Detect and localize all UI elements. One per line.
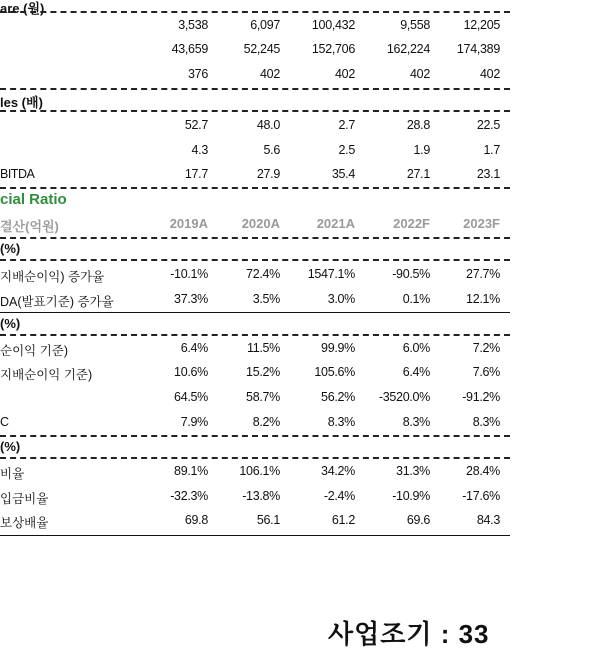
cell-2019: 52.7 (184, 118, 208, 132)
cell-2020: 48.0 (256, 118, 280, 132)
cell-2023: 12.1% (466, 292, 500, 306)
cell-2021: 8.3% (327, 415, 355, 429)
dashed-divider (0, 11, 510, 13)
cell-2021: 56.2% (321, 390, 355, 404)
dashed-divider (0, 110, 510, 112)
cell-2019: 17.7 (184, 167, 208, 181)
cell-2020: 3.5% (252, 292, 280, 306)
cell-2019: 4.3 (191, 143, 208, 157)
section-label: are (원) (0, 1, 45, 16)
dashed-divider (0, 259, 510, 261)
cell-2019: 37.3% (174, 292, 208, 306)
cell-2019: 43,659 (171, 42, 208, 56)
cell-2022: 6.0% (402, 341, 430, 355)
table-row (0, 509, 510, 533)
cell-2022: -3520.0% (378, 390, 430, 404)
year-header: 2021A (316, 216, 355, 231)
cell-2020: 15.2% (246, 365, 280, 379)
row-label: C (0, 415, 10, 429)
cell-2019: 376 (188, 67, 208, 81)
section-label: (%) (0, 439, 21, 454)
cell-2021: 99.9% (321, 341, 355, 355)
cell-2019: 7.9% (180, 415, 208, 429)
row-label: 보상배율 (0, 516, 49, 530)
cell-2020: 106.1% (239, 464, 280, 478)
section-label: les (배) (0, 95, 43, 110)
cell-2023: 7.6% (472, 365, 500, 379)
cell-2021: 152,706 (311, 42, 355, 56)
header-label: 결산(억원) (0, 219, 59, 234)
cell-2022: 31.3% (396, 464, 430, 478)
section-title: cial Ratio (0, 191, 67, 208)
cell-2020: -13.8% (242, 489, 280, 503)
row-label: 지배순이익 기준) (0, 368, 93, 382)
cell-2021: 61.2 (331, 513, 355, 527)
row-label: DA(발표기준) 증가율 (0, 295, 114, 309)
table-header-row (0, 212, 510, 236)
cell-2019: 64.5% (174, 390, 208, 404)
cell-2023: 23.1 (476, 167, 500, 181)
cell-2022: 27.1 (406, 167, 430, 181)
cell-2021: 402 (335, 67, 355, 81)
cell-2020: 5.6 (263, 143, 280, 157)
cell-2022: 0.1% (402, 292, 430, 306)
cell-2020: 402 (260, 67, 280, 81)
cell-2023: 7.2% (472, 341, 500, 355)
table-row (0, 139, 510, 163)
year-header: 2019A (169, 216, 208, 231)
cell-2020: 56.1 (256, 513, 280, 527)
table-row (0, 460, 510, 484)
cell-2019: -32.3% (170, 489, 208, 503)
cell-2022: -90.5% (392, 267, 430, 281)
row-label: 순이익 기준) (0, 344, 69, 358)
cell-2019: 69.8 (184, 513, 208, 527)
table-row (0, 485, 510, 509)
row-label: BITDA (0, 167, 35, 181)
cell-2021: 34.2% (321, 464, 355, 478)
cell-2020: 72.4% (246, 267, 280, 281)
cell-2023: 28.4% (466, 464, 500, 478)
cell-2022: 8.3% (402, 415, 430, 429)
section-stability-header (0, 435, 510, 459)
cell-2023: 12,205 (463, 18, 500, 32)
cell-2019: 6.4% (180, 341, 208, 355)
footer-text: 사업조기 : 33 (328, 619, 490, 649)
cell-2021: 2.7 (338, 118, 355, 132)
table-row (0, 63, 510, 87)
table-row (0, 361, 510, 385)
year-header: 2020A (241, 216, 280, 231)
row-label: 지배순이익) 증가율 (0, 270, 105, 284)
row-label: 비율 (0, 467, 25, 481)
cell-2023: -17.6% (462, 489, 500, 503)
dashed-divider (0, 187, 510, 189)
table-row (0, 163, 510, 187)
dashed-divider (0, 457, 510, 459)
table-row (0, 411, 510, 435)
cell-2022: 9,558 (400, 18, 430, 32)
table-row (0, 386, 510, 410)
cell-2023: -91.2% (462, 390, 500, 404)
solid-divider (0, 535, 510, 536)
cell-2022: 402 (410, 67, 430, 81)
cell-2021: 100,432 (311, 18, 355, 32)
row-label: 입금비율 (0, 492, 49, 506)
cell-2019: 89.1% (174, 464, 208, 478)
cell-2023: 22.5 (476, 118, 500, 132)
table-row (0, 114, 510, 138)
cell-2021: 3.0% (327, 292, 355, 306)
dashed-divider (0, 334, 510, 336)
cell-2021: 105.6% (314, 365, 355, 379)
cell-2020: 27.9 (256, 167, 280, 181)
cell-2020: 11.5% (246, 341, 280, 355)
cell-2021: 1547.1% (307, 267, 355, 281)
cell-2023: 402 (480, 67, 500, 81)
cell-2020: 58.7% (246, 390, 280, 404)
section-growth-header (0, 237, 510, 261)
cell-2021: -2.4% (323, 489, 355, 503)
section-label: (%) (0, 316, 21, 331)
cell-2022: 28.8 (406, 118, 430, 132)
cell-2020: 52,245 (243, 42, 280, 56)
cell-2022: -10.9% (392, 489, 430, 503)
table-row (0, 38, 510, 62)
cell-2023: 8.3% (472, 415, 500, 429)
section-profit-header (0, 312, 510, 336)
cell-2020: 8.2% (252, 415, 280, 429)
cell-2019: 3,538 (178, 18, 208, 32)
table-row (0, 337, 510, 361)
cell-2023: 27.7% (466, 267, 500, 281)
cell-2019: -10.1% (170, 267, 208, 281)
cell-2020: 6,097 (250, 18, 280, 32)
cell-2023: 174,389 (456, 42, 500, 56)
table-row (0, 14, 510, 38)
year-header: 2023F (463, 216, 500, 231)
year-header: 2022F (393, 216, 430, 231)
cell-2022: 69.6 (406, 513, 430, 527)
cell-2021: 35.4 (331, 167, 355, 181)
section-label: (%) (0, 241, 21, 256)
cell-2019: 10.6% (174, 365, 208, 379)
section-multiples-header (0, 88, 510, 112)
cell-2022: 1.9 (413, 143, 430, 157)
cell-2022: 162,224 (386, 42, 430, 56)
table-row (0, 288, 510, 312)
cell-2023: 84.3 (476, 513, 500, 527)
cell-2022: 6.4% (402, 365, 430, 379)
table-row (0, 263, 510, 287)
cell-2021: 2.5 (338, 143, 355, 157)
cell-2023: 1.7 (483, 143, 500, 157)
